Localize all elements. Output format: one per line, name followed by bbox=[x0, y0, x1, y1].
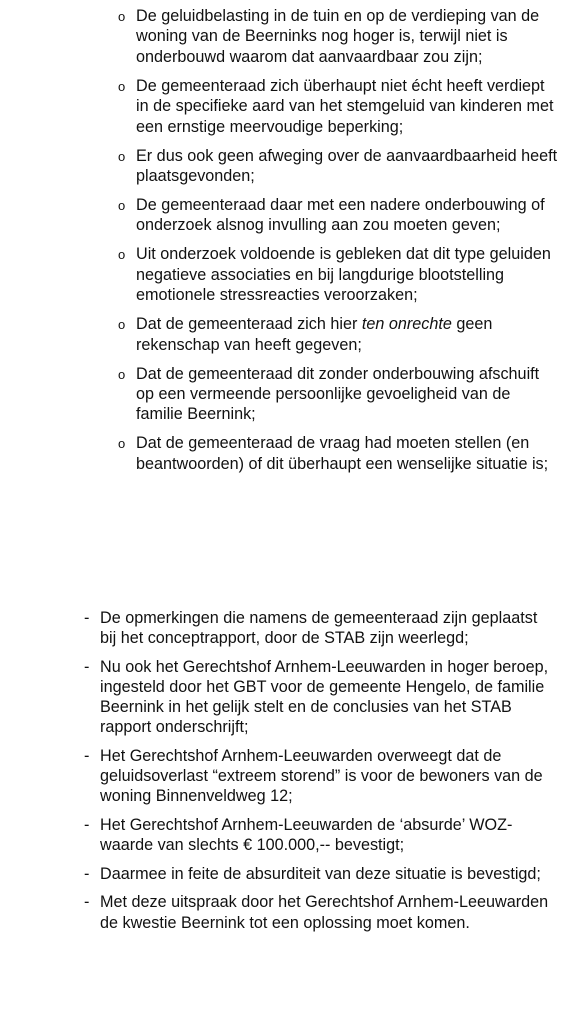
circle-bullet-icon: o bbox=[118, 148, 126, 164]
list-item bbox=[84, 892, 554, 932]
circle-bullet-icon: o bbox=[118, 247, 126, 263]
list-item bbox=[118, 6, 558, 67]
circle-bullet-icon: o bbox=[118, 9, 126, 24]
sub-bullet-list bbox=[118, 6, 558, 483]
dash-bullet: - bbox=[84, 609, 90, 627]
dash-bullet: - bbox=[84, 816, 90, 834]
dash-list bbox=[84, 608, 554, 941]
text-regular: Dat de gemeenteraad zich hier bbox=[136, 315, 362, 334]
list-item bbox=[84, 657, 554, 738]
text-regular: geen rekenschap van heeft gegeven; bbox=[136, 315, 493, 354]
list-item bbox=[118, 364, 558, 425]
list-item-text: De opmerkingen die namens de gemeenteraad zijn geplaatst bij het conceptrapport, door de STAB zijn weerlegd; bbox=[100, 609, 538, 648]
list-item-text: Nu ook het Gerechtshof Arnhem-Leeuwarden in hoger beroep, ingesteld door het GBT voor de gemeente Hengelo, de familie Beernink in het gelijk stelt en de conclusies van het STAB rapport onderschrijft; bbox=[100, 657, 549, 737]
list-item-text: Het Gerechtshof Arnhem-Leeuwarden de ‘absurde’ WOZ-waarde van slechts € 100.000,-- bevestigt; bbox=[100, 816, 513, 855]
list-item bbox=[118, 76, 558, 137]
list-item-text bbox=[136, 314, 558, 355]
list-item bbox=[84, 746, 554, 807]
dash-bullet: - bbox=[84, 657, 90, 676]
list-item bbox=[84, 864, 554, 884]
list-item bbox=[118, 146, 558, 187]
dash-bullet: - bbox=[84, 864, 90, 883]
list-item-text: De gemeenteraad daar met een nadere onderbouwing of onderzoek alsnog invulling aan zou moeten geven; bbox=[136, 196, 545, 235]
list-item-text: Met deze uitspraak door het Gerechtshof Arnhem-Leeuwarden de kwestie Beernink tot een oplossing moet komen. bbox=[100, 893, 549, 932]
list-item bbox=[118, 244, 558, 305]
circle-bullet-icon: o bbox=[118, 366, 126, 382]
circle-bullet-icon: o bbox=[118, 317, 126, 333]
list-item-text: De geluidbelasting in de tuin en op de verdieping van de woning van de Beerninks nog hoger is, terwijl niet is onderbouwd waarom dat aanvaardbaar zou zijn; bbox=[136, 7, 540, 66]
circle-bullet-icon: o bbox=[118, 78, 126, 94]
list-item-text: Het Gerechtshof Arnhem-Leeuwarden overweegt dat de geluidsoverlast “extreem storend” is voor de bewoners van de woning Binnenveldweg 12; bbox=[100, 747, 543, 806]
list-item bbox=[118, 433, 558, 474]
list-item bbox=[84, 608, 554, 648]
list-item-text: Dat de gemeenteraad de vraag had moeten stellen (en beantwoorden) of dit überhaupt een wenselijke situatie is; bbox=[136, 434, 549, 473]
list-item-text: De gemeenteraad zich überhaupt niet écht heeft verdiept in de specifieke aard van het stemgeluid van kinderen met een ernstige meervoudige beperking; bbox=[136, 76, 554, 136]
circle-bullet-icon: o bbox=[118, 436, 126, 452]
text-italic: ten onrechte bbox=[361, 315, 452, 334]
list-item bbox=[118, 314, 558, 355]
dash-bullet: - bbox=[84, 747, 90, 765]
list-item-text: Er dus ook geen afweging over de aanvaardbaarheid heeft plaatsgevonden; bbox=[136, 146, 558, 186]
circle-bullet-icon: o bbox=[118, 198, 126, 214]
list-item bbox=[118, 195, 558, 236]
dash-bullet: - bbox=[84, 893, 90, 912]
list-item-text: Daarmee in feite de absurditeit van deze situatie is bevestigd; bbox=[100, 864, 541, 883]
list-item bbox=[84, 815, 554, 855]
list-item-text: Uit onderzoek voldoende is gebleken dat dit type geluiden negatieve associaties en bij langdurige blootstelling emotionele stressreacties veroorzaken; bbox=[136, 245, 551, 305]
list-item-text: Dat de gemeenteraad dit zonder onderbouwing afschuift op een vermeende persoonlijke gevoeligheid van de familie Beernink; bbox=[136, 364, 540, 424]
